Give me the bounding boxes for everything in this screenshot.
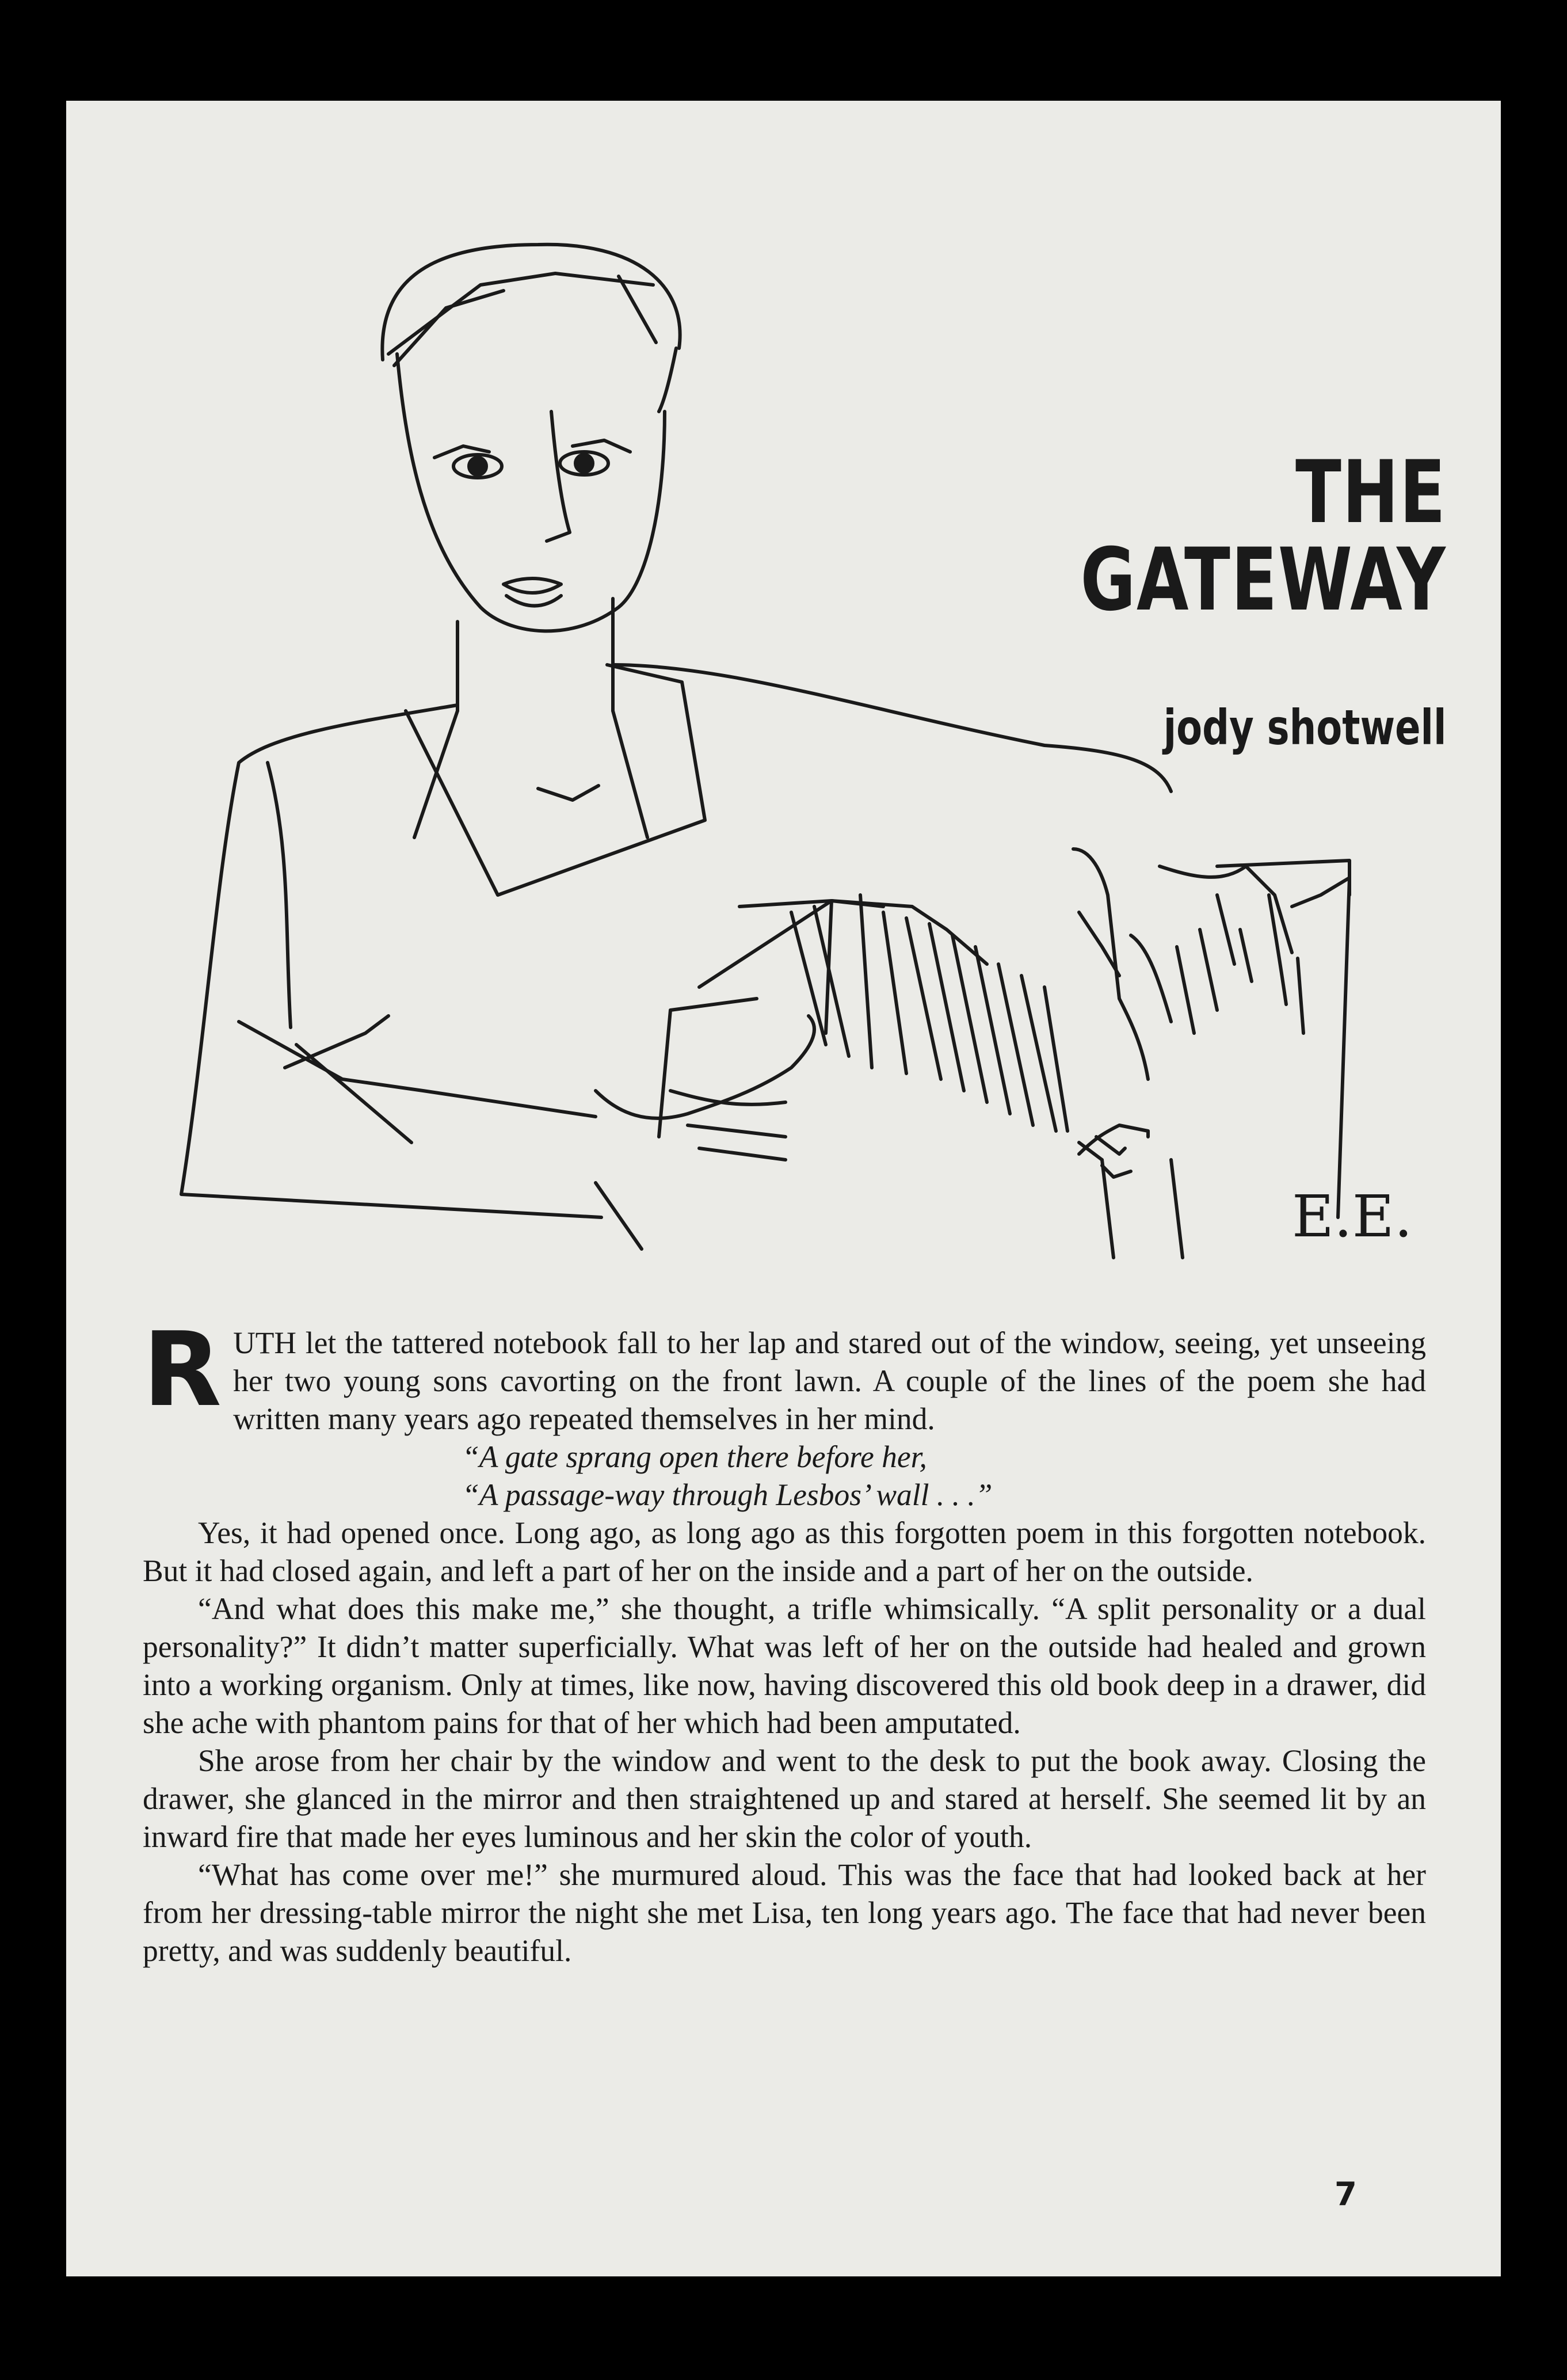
paragraph-1-text: UTH let the tattered notebook fall to her lap and stared out of the window, seeing, yet unseeing her two young sons cavorting on the front lawn. A couple of the lines of the poem she had written many years ago repeated themselves in her mind. [233,1326,1426,1436]
article-body [143,1310,1426,1970]
paragraph-2: Yes, it had opened once. Long ago, as long ago as this forgotten poem in this forgotten notebook. But it had closed again, and left a part of her on the inside and a part of her on the outside. [143,1515,1426,1588]
title-line-2: GATEWAY [1080,530,1446,630]
magazine-page [66,101,1501,2276]
paragraph-5: “What has come over me!” she murmured aloud. This was the face that had looked back at her from her dressing-table mirror the night she met Lisa, ten long years ago. The face that had never been pretty, and was suddenly beautiful. [143,1857,1426,1968]
poem-line-1: “A gate sprang open there before her, [462,1440,927,1474]
article-author: jody shotwell [1163,699,1446,756]
article-title [1080,443,1446,630]
title-line-1: THE [1295,443,1446,543]
paragraph-1 [143,1310,1426,1438]
poem-line-2: “A passage-way through Lesbos’ wall . . .” [462,1477,993,1512]
drop-cap: R [143,1310,222,1429]
poem-quote [143,1438,1426,1514]
page-number: 7 [1335,2176,1357,2213]
paragraph-3: “And what does this make me,” she thought, a trifle whimsically. “A split personality or a dual personality?” It didn’t matter superficially. What was left of her on the outside had healed and grown into a working organism. Only at times, like now, having discovered this old book deep in a drawer, did she ache with phantom pains for that of her which had been amputated. [143,1591,1426,1740]
illustrator-signature: E.E. [1292,1183,1413,1250]
paragraph-4: She arose from her chair by the window and went to the desk to put the book away. Closing the drawer, she glanced in the mirror and then straightened up and stared at herself. She seemed lit by an inward fire that made her eyes luminous and her skin the color of youth. [143,1743,1426,1854]
